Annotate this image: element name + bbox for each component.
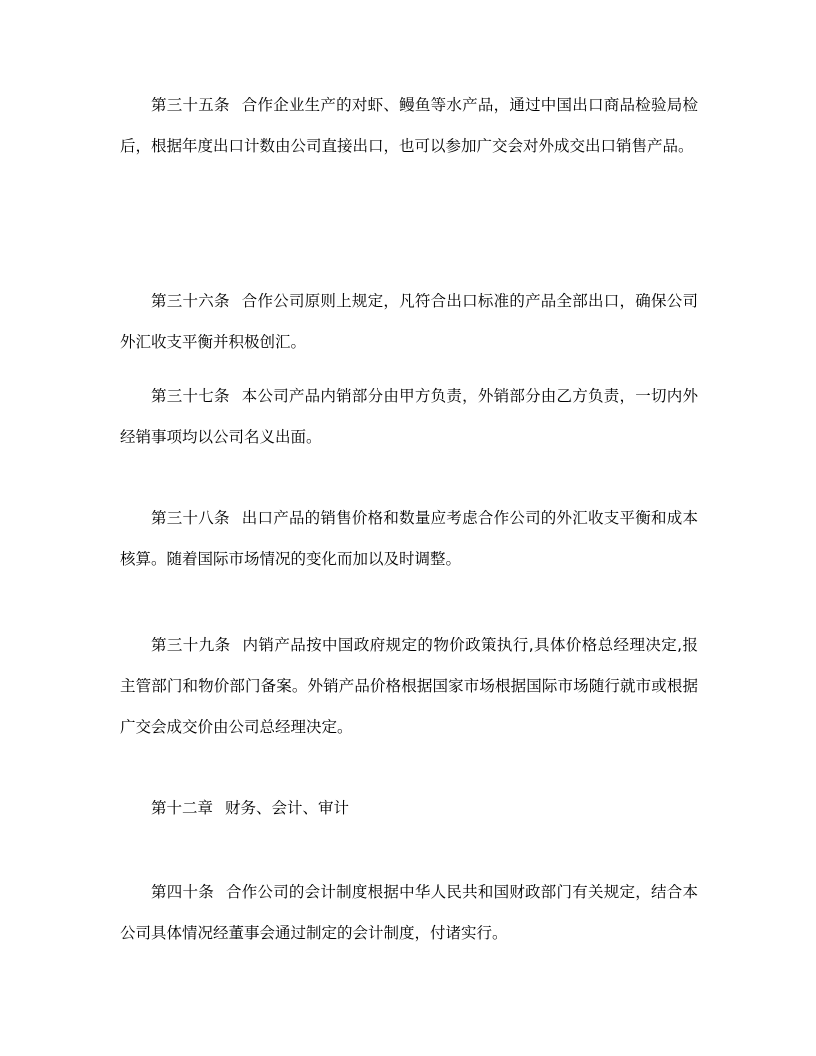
article-number: 第三十七条 xyxy=(151,387,230,405)
article-number: 第三十八条 xyxy=(151,509,230,527)
article-text: 合作企业生产的对虾、鳗鱼等水产品，通过中国出口商品检验局检后，根据年度出口计数由公司直接出口，也可以参加广交会对外成交出口销售产品。 xyxy=(120,96,698,155)
article-number: 第三十六条 xyxy=(151,292,230,310)
article-text: 本公司产品内销部分由甲方负责，外销部分由乙方负责，一切内外经销事项均以公司名义出面。 xyxy=(120,387,698,446)
article-35-paragraph xyxy=(120,85,698,167)
article-39-paragraph xyxy=(120,625,698,748)
article-40-paragraph xyxy=(120,872,698,954)
article-text: 合作公司原则上规定，凡符合出口标准的产品全部出口，确保公司外汇收支平衡并积极创汇。 xyxy=(120,292,698,351)
article-38-paragraph xyxy=(120,498,698,580)
chapter-12-heading xyxy=(120,788,698,829)
article-number: 第三十五条 xyxy=(151,96,230,114)
chapter-title: 财务、会计、审计 xyxy=(225,799,350,817)
article-text: 合作公司的会计制度根据中华人民共和国财政部门有关规定，结合本公司具体情况经董事会通过制定的会计制度，付诸实行。 xyxy=(120,883,698,942)
article-number: 第四十条 xyxy=(151,883,214,901)
chapter-number: 第十二章 xyxy=(151,799,214,817)
article-36-paragraph xyxy=(120,281,698,363)
article-text: 出口产品的销售价格和数量应考虑合作公司的外汇收支平衡和成本核算。随着国际市场情况的变化而加以及时调整。 xyxy=(120,509,698,568)
article-text: 内销产品按中国政府规定的物价政策执行,具体价格总经理决定,报主管部门和物价部门备案。外销产品价格根据国家市场根据国际市场随行就市或根据广交会成交价由公司总经理决定。 xyxy=(120,636,698,736)
article-number: 第三十九条 xyxy=(151,636,231,654)
article-37-paragraph xyxy=(120,376,698,458)
